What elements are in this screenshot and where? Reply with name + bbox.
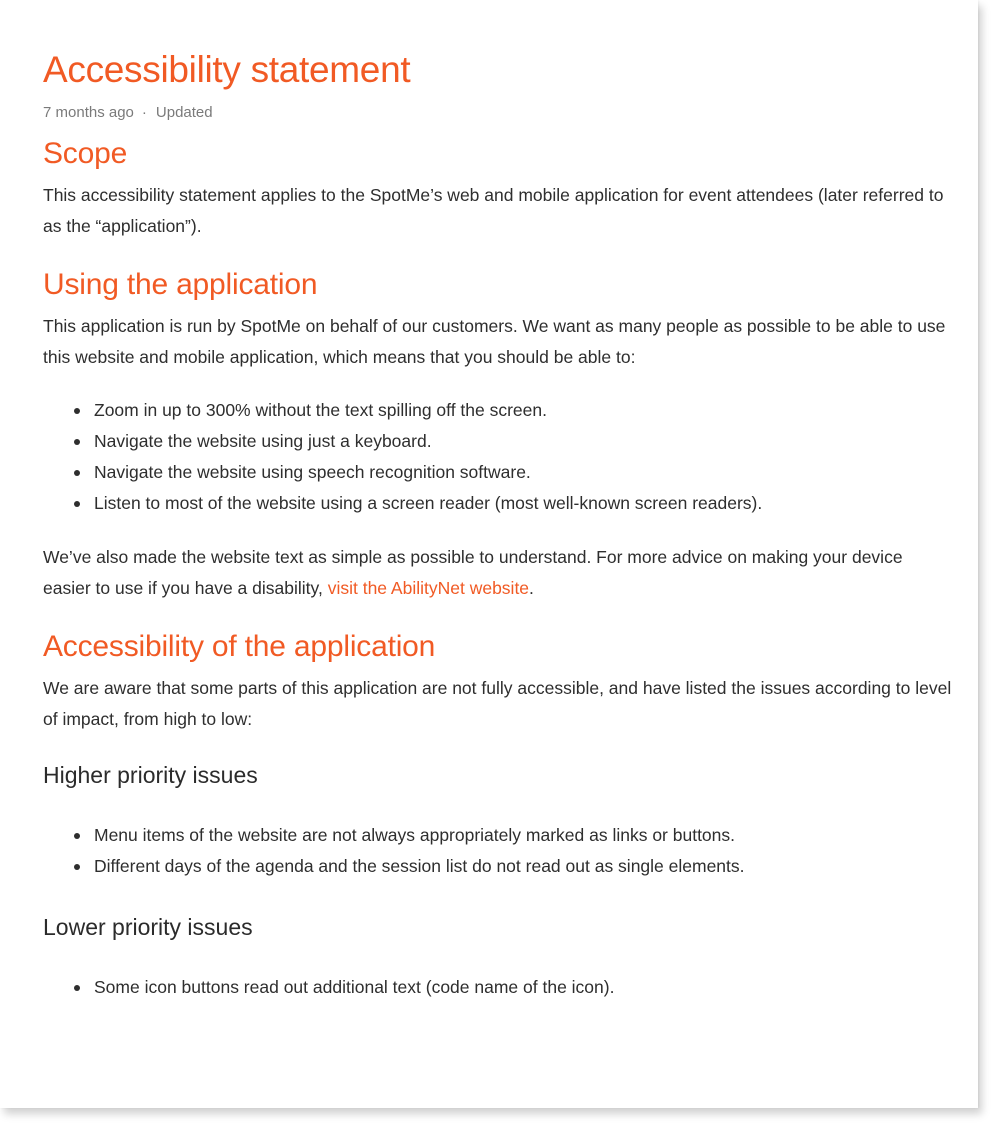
list-item: Navigate the website using speech recognition software. — [94, 457, 953, 488]
list-item: Some icon buttons read out additional text (code name of the icon). — [94, 972, 953, 1003]
list-item: Zoom in up to 300% without the text spilling off the screen. — [94, 395, 953, 426]
paragraph-using-application: This application is run by SpotMe on behalf of our customers. We want as many people as possible to be able to use this website and mobile application, which means that you should be able to: — [43, 316, 946, 367]
heading-using-application: Using the application — [43, 268, 318, 301]
list-lower-priority — [43, 972, 953, 1003]
paragraph-scope: This accessibility statement applies to the SpotMe’s web and mobile application for event attendees (later referred to as the “application”). — [43, 185, 944, 236]
article-status: Updated — [155, 104, 213, 121]
heading-higher-priority: Higher priority issues — [43, 762, 258, 788]
paragraph-advice — [43, 542, 953, 604]
advice-end: . — [529, 578, 534, 598]
list-higher-priority — [43, 820, 953, 882]
article-content — [43, 48, 953, 1003]
heading-accessibility-of-application: Accessibility of the application — [43, 630, 436, 663]
article-meta — [43, 103, 953, 123]
list-item: Different days of the agenda and the session list do not read out as single elements. — [94, 851, 953, 882]
abilitynet-link[interactable]: visit the AbilityNet website — [327, 578, 530, 598]
article-age: 7 months ago — [43, 104, 134, 121]
advice-text: We’ve also made the website text as simple as possible to understand. For more advice on making your device easier to use if you have a disability, — [43, 547, 903, 598]
heading-scope: Scope — [43, 137, 128, 170]
paragraph-accessibility: We are aware that some parts of this application are not fully accessible, and have listed the issues according to level of impact, from high to low: — [43, 678, 952, 729]
list-item: Menu items of the website are not always appropriately marked as links or buttons. — [94, 820, 953, 851]
heading-lower-priority: Lower priority issues — [43, 914, 253, 940]
list-item: Navigate the website using just a keyboard. — [94, 426, 953, 457]
meta-separator: · — [141, 104, 147, 121]
page-title: Accessibility statement — [43, 49, 411, 90]
list-using-abilities — [43, 395, 953, 519]
list-item: Listen to most of the website using a screen reader (most well-known screen readers). — [94, 488, 953, 519]
